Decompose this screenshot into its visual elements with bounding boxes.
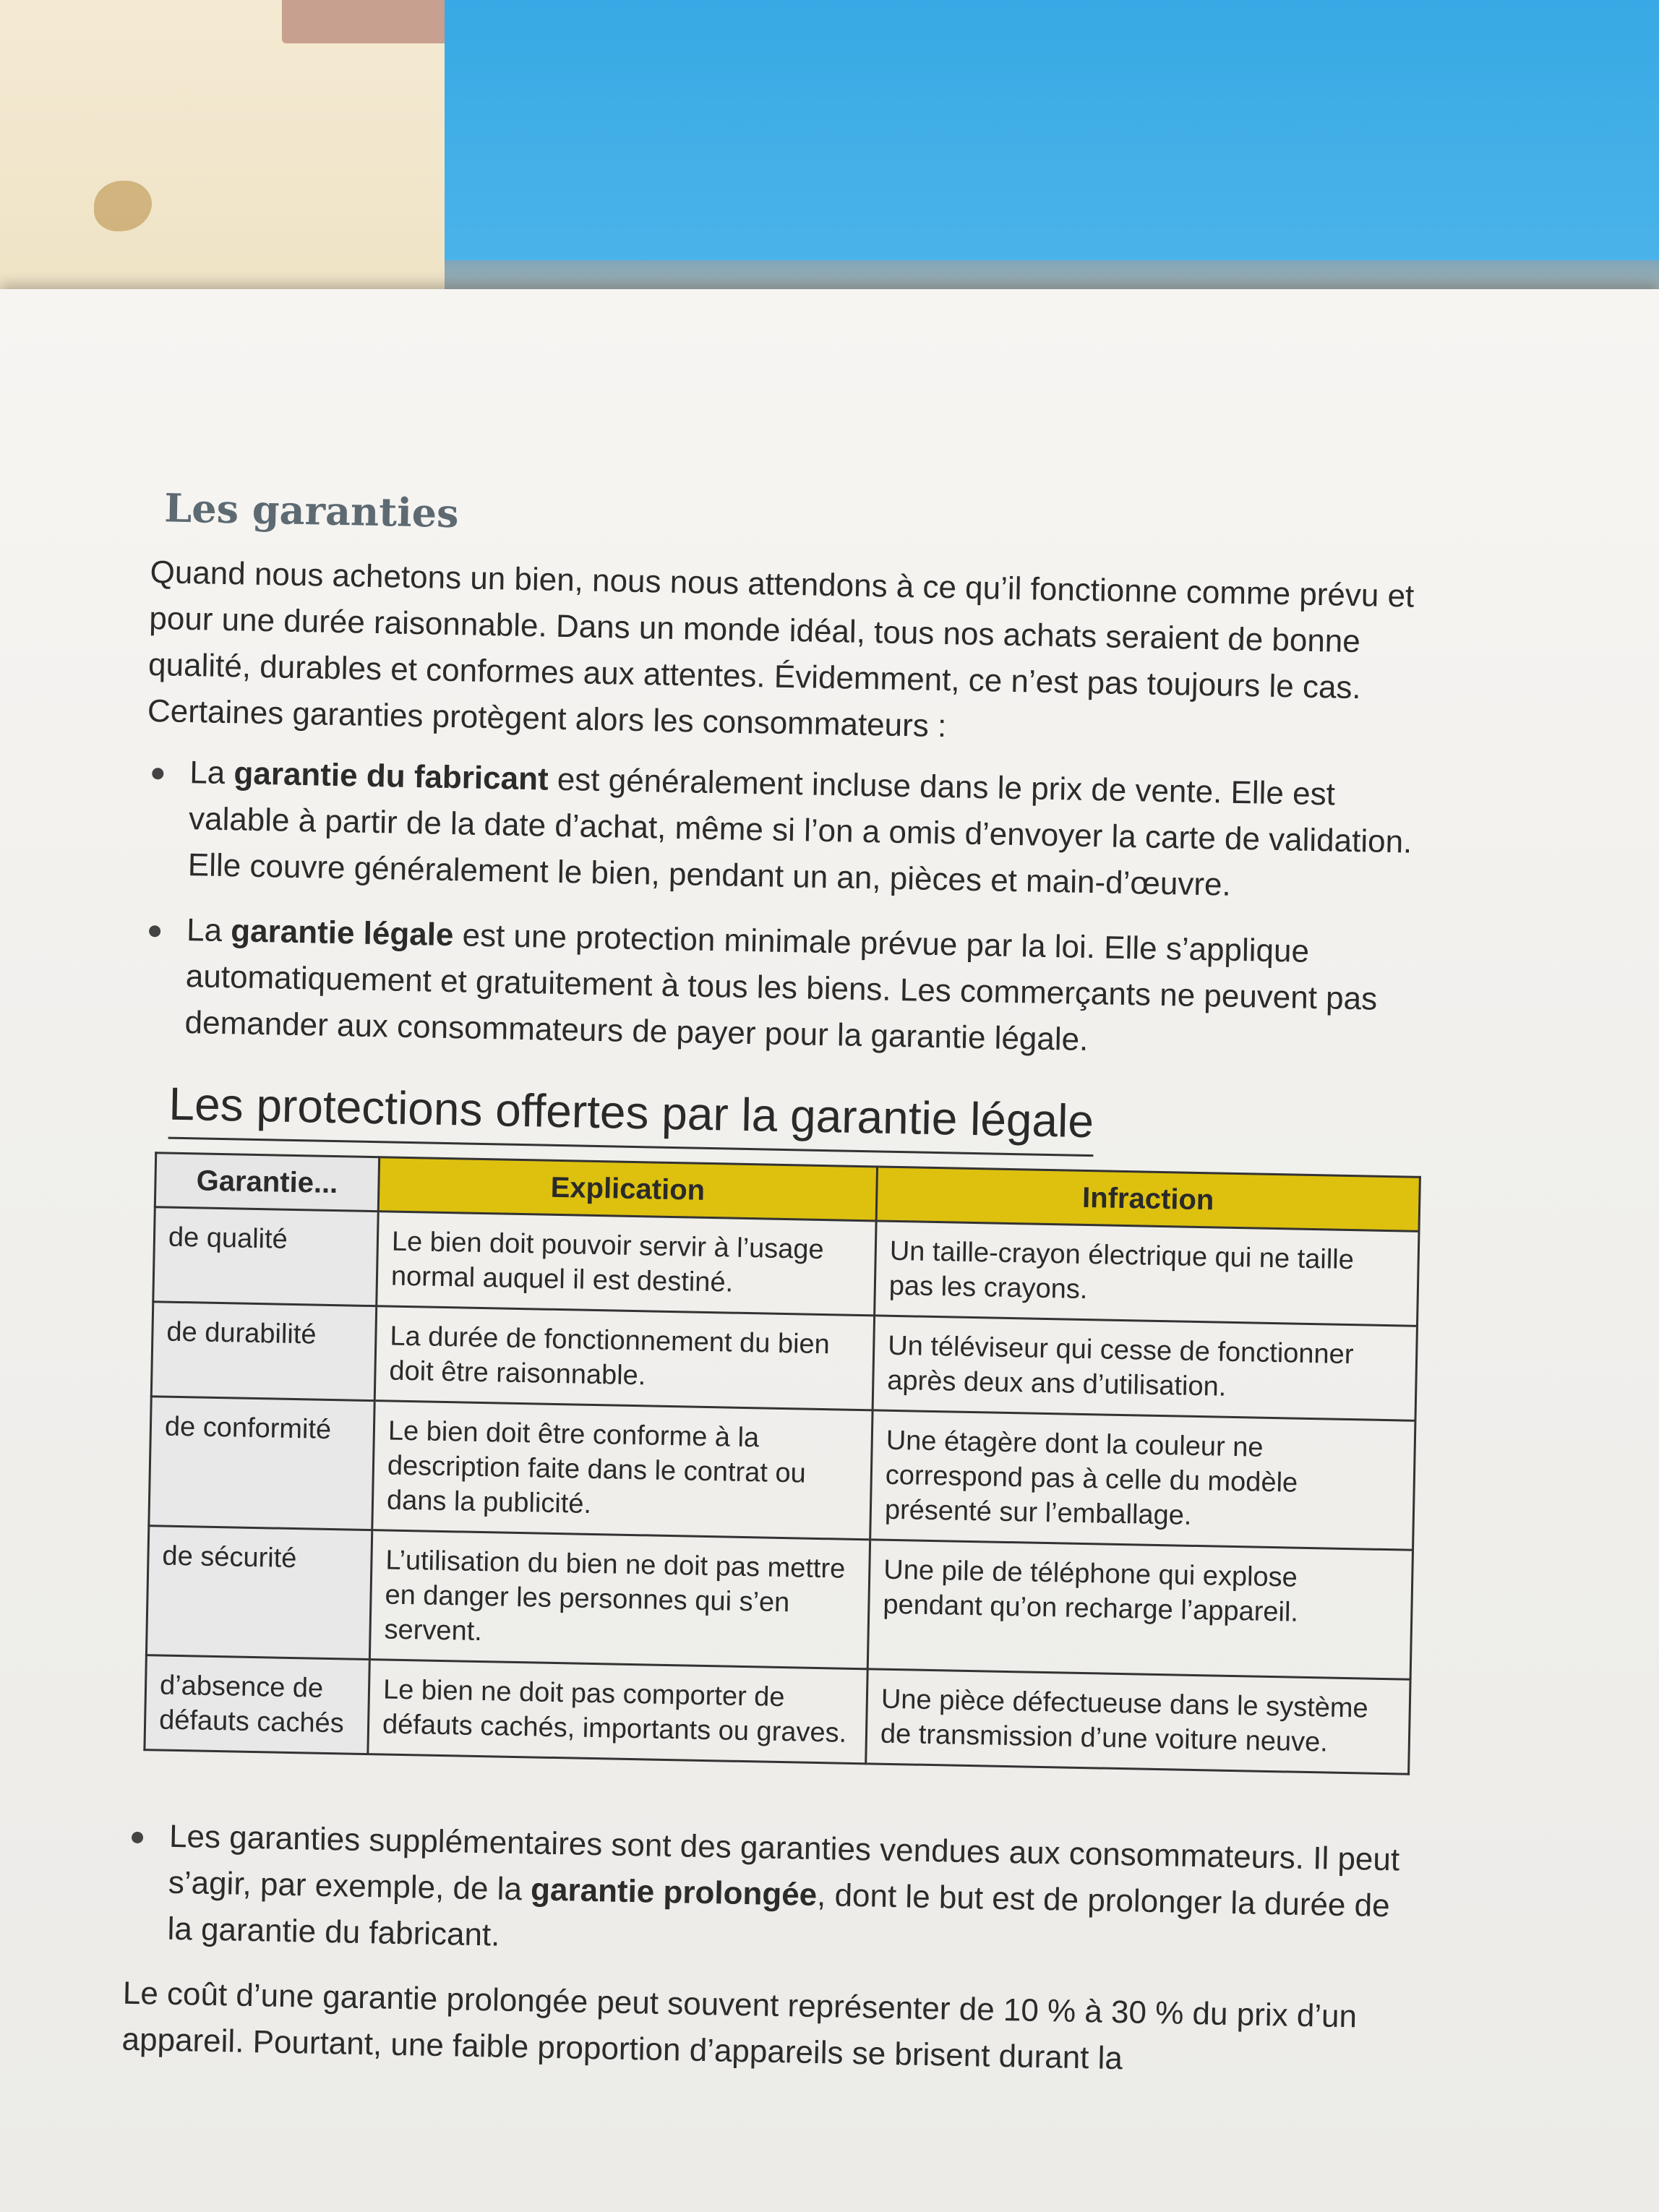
- table-row: [146, 1526, 1412, 1680]
- table-cell-label: de conformité: [149, 1397, 374, 1530]
- table-cell-label: de durabilité: [151, 1302, 376, 1401]
- table-cell-infraction: Une pièce défectueuse dans le système de transmission d’une voiture neuve.: [866, 1669, 1410, 1774]
- bullet-dot: [132, 1832, 143, 1843]
- table-title: Les protections offertes par la garantie légale: [168, 1075, 1094, 1157]
- table-cell-infraction: Un téléviseur qui cesse de fonctionner après deux ans d’utilisation.: [873, 1316, 1417, 1420]
- lower-section: [121, 1813, 1405, 2088]
- bullet-text: , dont le but est de prolonger la durée de la garantie du fabricant.: [167, 1877, 1391, 1953]
- page-content: [121, 484, 1431, 2088]
- table-header-infraction: Infraction: [876, 1167, 1420, 1231]
- table-cell-label: de sécurité: [146, 1526, 372, 1660]
- bullet-item-supplementary: [124, 1813, 1405, 1976]
- table-cell-explication: Le bien doit pouvoir servir à l’usage normal auquel il est destiné.: [377, 1212, 876, 1316]
- table-row: [149, 1397, 1415, 1551]
- table-cell-label: de qualité: [153, 1207, 378, 1306]
- table-cell-label: d’absence de défauts cachés: [145, 1655, 369, 1754]
- bullet-bold-term: garantie prolongée: [530, 1872, 818, 1913]
- table-cell-infraction: Une pile de téléphone qui explose pendant qu’on recharge l’appareil.: [867, 1540, 1412, 1679]
- table-cell-explication: Le bien doit être conforme à la description faite dans le contrat ou dans la publicité.: [372, 1401, 873, 1540]
- textbook-page: [0, 289, 1659, 2212]
- table-cell-explication: L’utilisation du bien ne doit pas mettre en danger les personnes qui s’en servent.: [369, 1530, 870, 1669]
- desk-background: [0, 0, 506, 333]
- table-cell-explication: Le bien ne doit pas comporter de défauts cachés, importants ou graves.: [368, 1660, 867, 1764]
- table-cell-explication: La durée de fonctionnement du bien doit être raisonnable.: [374, 1306, 874, 1410]
- table-header-explication: Explication: [378, 1157, 877, 1221]
- guarantee-bullet-list: [141, 749, 1426, 1070]
- bullet-bold-term: garantie légale: [230, 913, 454, 953]
- desk-object: [282, 0, 448, 43]
- extra-bullet-list: [124, 1813, 1405, 1976]
- table-cell-infraction: Un taille-crayon électrique qui ne taille pas les crayons.: [875, 1221, 1419, 1326]
- bullet-item-manufacturer: [144, 749, 1426, 912]
- bullet-dot: [149, 925, 160, 937]
- table-cell-infraction: Une étagère dont la couleur ne correspond pas à celle du modèle présenté sur l’emballage.: [870, 1410, 1415, 1550]
- bullet-text: est une protection minimale prévue par la loi. Elle s’applique automatiquement et gratuitement à tous les biens. Les commerçants ne peuvent pas demander aux consommateurs de payer pour la garantie légale.: [184, 917, 1378, 1058]
- table-header-garantie: Garantie...: [155, 1153, 379, 1212]
- bullet-text: est généralement incluse dans le prix de vente. Elle est valable à partir de la date d’achat, même si l’on a omis d’envoyer la carte de validation. Elle couvre généralement le bien, pendant un an, pièces et main-d’œuvre.: [187, 761, 1412, 903]
- cost-paragraph: Le coût d’une garantie prolongée peut souvent représenter de 10 % à 30 % du prix d’un appareil. Pourtant, une faible proportion d’appareils se brisent durant la: [121, 1975, 1358, 2077]
- bullet-dot: [152, 768, 163, 779]
- bullet-text: Les garanties supplémentaires sont des garanties vendues aux consommateurs. Il peut s’agir, par exemple, de la: [168, 1818, 1400, 1908]
- section-title: Les garanties: [163, 484, 460, 537]
- bullet-bold-term: garantie du fabricant: [233, 755, 549, 797]
- bullet-item-legal: [141, 906, 1423, 1070]
- bullet-text: La: [189, 755, 234, 792]
- guarantee-table: [143, 1152, 1421, 1775]
- intro-paragraph: Quand nous achetons un bien, nous nous attendons à ce qu’il fonctionne comme prévu et pour une durée raisonnable. Dans un monde idéal, tous nos achats seraient de bonne qualité, durables et conformes aux attentes. Évidemment, ce n’est pas toujours le cas. Certaines garanties protègent alors les consommateurs :: [147, 554, 1415, 745]
- bullet-text: La: [186, 912, 231, 949]
